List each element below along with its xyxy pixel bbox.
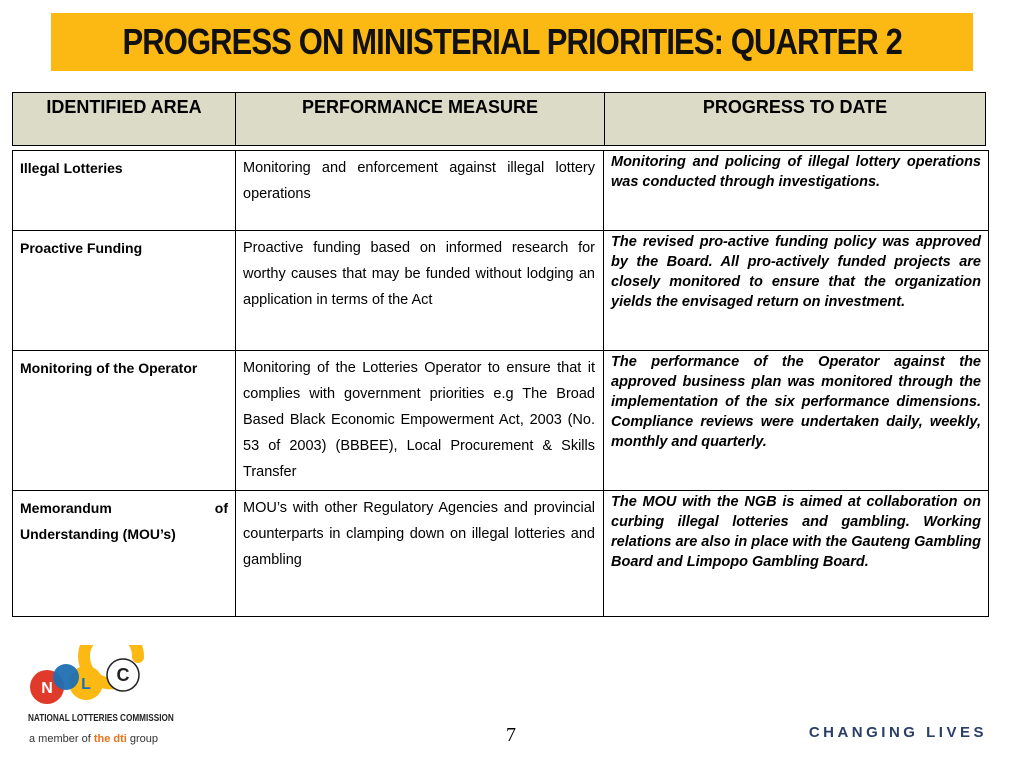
measure-cell: MOU’s with other Regulatory Agencies and provincial counterparts in clamping down on illegal lotteries and gambling [236, 491, 604, 617]
header-performance-measure: PERFORMANCE MEASURE [236, 93, 605, 145]
progress-cell: Monitoring and policing of illegal lottery operations was conducted through investigations. [604, 151, 989, 231]
table-header [12, 92, 986, 146]
measure-cell: Proactive funding based on informed research for worthy causes that may be funded without lodging an application in terms of the Act [236, 231, 604, 351]
area-cell: Memorandum of Understanding (MOU’s) [13, 491, 236, 617]
logo-letter-l: L [81, 676, 91, 693]
logo-member-suffix: group [126, 733, 159, 745]
header-identified-area: IDENTIFIED AREA [13, 93, 236, 145]
area-cell: Monitoring of the Operator [13, 351, 236, 491]
measure-cell: Monitoring and enforcement against illegal lottery operations [236, 151, 604, 231]
tagline: CHANGING LIVES [808, 724, 987, 741]
area-cell: Illegal Lotteries [13, 151, 236, 231]
logo-letter-n: N [41, 680, 53, 697]
table-row [13, 151, 989, 231]
table-row [13, 231, 989, 351]
page-title: PROGRESS ON MINISTERIAL PRIORITIES: QUARTER 2 [122, 21, 902, 62]
page-number: 7 [506, 724, 516, 746]
logo-member-prefix: a member of [29, 733, 94, 745]
progress-cell: The revised pro-active funding policy was approved by the Board. All pro-actively funded projects are closely monitored to ensure that the organization yields the envisaged return on investment. [604, 231, 989, 351]
progress-cell: The MOU with the NGB is aimed at collaboration on curbing illegal lotteries and gambling. Working relations are also in place with the Gauteng Gambling Board and Limpopo Gambling Board. [604, 491, 989, 617]
logo-circle-blue [53, 664, 79, 690]
table-row [13, 351, 989, 491]
table-row [13, 491, 989, 617]
measure-cell: Monitoring of the Lotteries Operator to ensure that it complies with government priorities e.g The Broad Based Black Economic Empowerment Act, 2003 (No. 53 of 2003) (BBBEE), Local Procurement & Skills Transfer [236, 351, 604, 491]
progress-cell: The performance of the Operator against the approved business plan was monitored through the implementation of the six performance dimensions. Compliance reviews were undertaken daily, weekly, monthly and quarterly. [604, 351, 989, 491]
area-cell: Proactive Funding [13, 231, 236, 351]
priorities-table [12, 150, 989, 617]
logo-member-group: the dti [93, 733, 127, 745]
logo-member-line [29, 733, 158, 745]
title-banner [51, 13, 973, 71]
logo-organisation-name: NATIONAL LOTTERIES COMMISSION [28, 712, 174, 724]
header-progress-to-date: PROGRESS TO DATE [702, 97, 888, 117]
logo-letter-c: C [116, 665, 130, 685]
